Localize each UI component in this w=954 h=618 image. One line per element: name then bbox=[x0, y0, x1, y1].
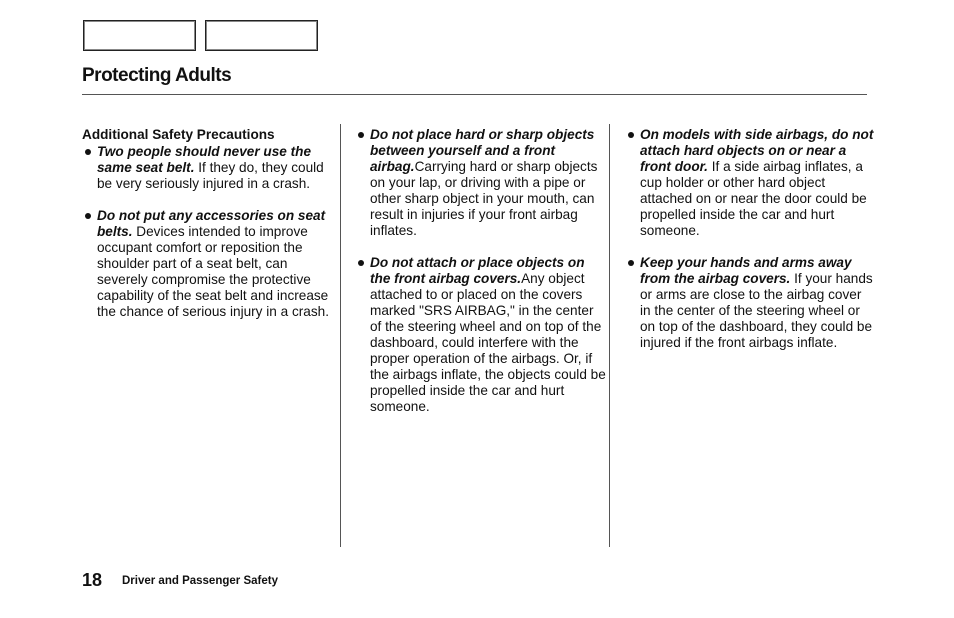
precaution-item bbox=[82, 208, 340, 320]
column-divider bbox=[340, 124, 341, 547]
column-3 bbox=[625, 127, 875, 367]
page-number: 18 bbox=[82, 570, 103, 590]
precaution-body: If your hands or arms are close to the airbag cover in the center of the steering wheel or on top of the dashboard, they could be injured if the front airbags inflate. bbox=[640, 271, 873, 350]
bullet-icon bbox=[358, 132, 364, 138]
precaution-body: Any object attached to or placed on the covers marked "SRS AIRBAG," in the center of the steering wheel and on top of the dashboard, could interfere with the proper operation of the airbags. Or, if the airbags inflate, the objects could be propelled inside the car and hurt someone. bbox=[370, 271, 606, 414]
precaution-body: Carrying hard or sharp objects on your lap, or driving with a pipe or other sharp object in your mouth, can result in injuries if your front airbag inflates. bbox=[370, 159, 598, 238]
precaution-lead: Do not attach or place objects on the front airbag covers. bbox=[370, 255, 585, 286]
precaution-item bbox=[625, 127, 875, 239]
footer-section-label: Driver and Passenger Safety bbox=[122, 575, 278, 587]
page-title: Protecting Adults bbox=[82, 65, 232, 86]
precaution-body: Devices intended to improve occupant comfort or reposition the shoulder part of a seat belt, can severely compromise the protective capability of the seat belt and increase the chance of serious injury in a crash. bbox=[97, 224, 329, 319]
precaution-lead: Do not put any accessories on seat belts. bbox=[97, 208, 326, 239]
precaution-body: If they do, they could be very seriously injured in a crash. bbox=[97, 160, 324, 191]
precaution-lead: Keep your hands and arms away from the airbag covers. bbox=[640, 255, 852, 286]
title-divider bbox=[82, 94, 867, 95]
column-2 bbox=[355, 127, 608, 431]
bullet-icon bbox=[85, 213, 91, 219]
precaution-item bbox=[355, 127, 608, 239]
bullet-icon bbox=[358, 260, 364, 266]
section-heading: Additional Safety Precautions bbox=[82, 127, 275, 142]
precaution-body: If a side airbag inflates, a cup holder or other hard object attached on or near the door could be propelled inside the car and hurt someone. bbox=[640, 159, 867, 238]
precaution-item bbox=[625, 255, 875, 351]
column-divider bbox=[609, 124, 610, 547]
bullet-icon bbox=[628, 260, 634, 266]
precaution-lead: Two people should never use the same seat belt. bbox=[97, 144, 312, 175]
nav-tab-index[interactable] bbox=[205, 20, 318, 51]
column-1 bbox=[82, 127, 340, 336]
precaution-lead: Do not place hard or sharp objects between yourself and a front airbag. bbox=[370, 127, 595, 174]
nav-tab-contents[interactable] bbox=[83, 20, 196, 51]
precaution-lead: On models with side airbags, do not attach hard objects on or near a front door. bbox=[640, 127, 874, 174]
precaution-item bbox=[82, 144, 340, 192]
bullet-icon bbox=[85, 149, 91, 155]
bullet-icon bbox=[628, 132, 634, 138]
precaution-item bbox=[355, 255, 608, 415]
